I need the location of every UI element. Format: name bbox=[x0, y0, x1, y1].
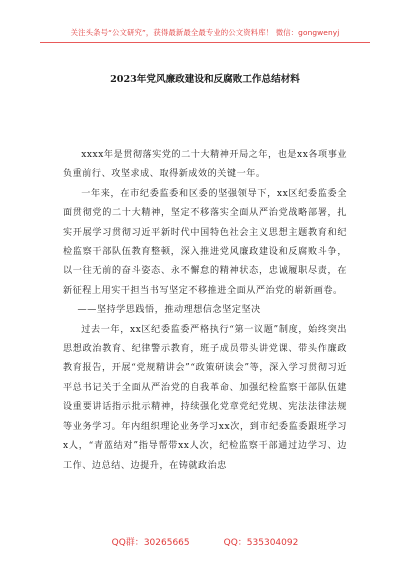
footer-contact bbox=[40, 535, 370, 548]
qq-number: 535304092 bbox=[246, 538, 299, 548]
document-body bbox=[63, 146, 347, 476]
qq-group-number: 30265665 bbox=[143, 538, 190, 548]
body-paragraph: 一年来，在市纪委监委和区委的坚强领导下，xx区纪委监委全面贯彻党的二十大精神，坚定不移落实全面从严治党战略部署，扎实开展学习贯彻习近平新时代中国特色社会主义思想主题教育和纪检监察干部队伍教育整顿，深入推进党风廉政建设和反腐败斗争，以一往无前的奋斗姿态、永不懈怠的精神状态，忠诚履职尽责，在新征程上用实干担当书写坚定不移推进全面从严治党的崭新画卷。 bbox=[63, 188, 347, 296]
document-title: 2023年党风廉政建设和反腐败工作总结材料 bbox=[110, 74, 300, 85]
section-heading: ——坚持学思践悟，推动理想信念坚定坚决 bbox=[77, 305, 261, 316]
body-paragraph: xxxx年是贯彻落实党的二十大精神开局之年，也是xx各项事业负重前行、攻坚求成、取得新成效的关键一年。 bbox=[63, 150, 347, 180]
header-banner: 关注头条号“公文研究”，获得最新最全最专业的公文资料库！ 微信：gongwenyj bbox=[70, 28, 340, 37]
qq-label: QQ： bbox=[223, 538, 247, 548]
qq-group-label: QQ群： bbox=[111, 538, 144, 548]
body-paragraph: 过去一年，xx区纪委监委严格执行“第一议题”制度，始终突出思想政治教育、纪律警示教育，班子成员带头讲党课、带头作廉政教育报告，开展“党规精讲会”“政策研读会”等，深入学习贯彻习近平总书记关于全面从严治党的自我革命、加强纪检监察干部队伍建设重要讲话指示批示精神，持续强化党章党纪党规、宪法法律法规等业务学习。年内组织理论业务学习xx次，到市纪委监委跟班学习x人，“青蓝结对”指导帮带xx人次，纪检监察干部通过边学习、边工作、边总结、边提升，在铸就政治忠 bbox=[63, 324, 347, 471]
header-divider bbox=[40, 42, 370, 43]
